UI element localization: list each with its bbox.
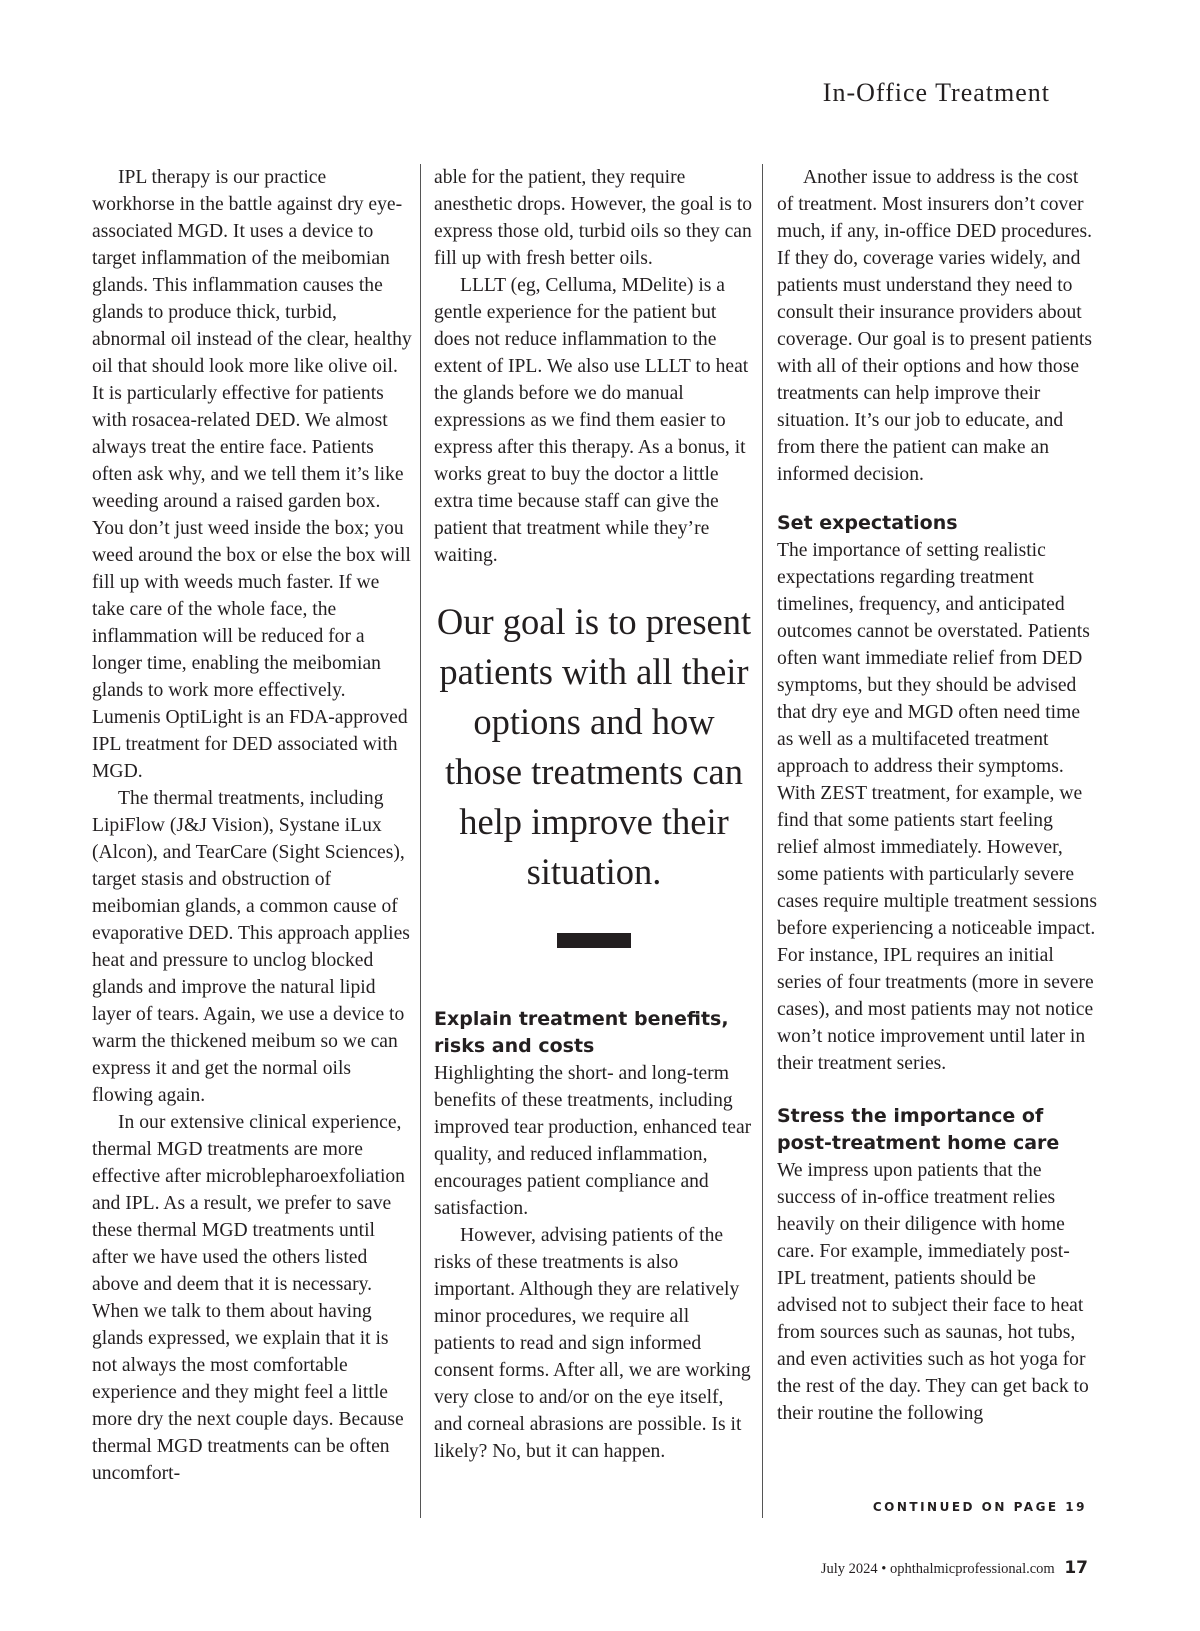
body-paragraph: The importance of setting realistic expectations regarding treatment timelines, frequency, and anticipated outcomes cannot be overstated. Patients often want immediate relief from DED symptoms, but they should be advised that dry eye and MGD often need time as well as a multifaceted treatment approach to address their symptoms. With ZEST treatment, for example, we find that some patients start feeling relief almost immediately. However, some patients with particularly severe cases require multiple treatment sessions before experiencing a noticeable impact. For instance, IPL requires an initial series of four treatments (more in severe cases), and most patients may not notice won’t notice improvement until later in their treatment series. — [777, 540, 1097, 1074]
body-paragraph: Another issue to address is the cost of treatment. Most insurers don’t cover much, if any, in-office DED procedures. If they do, coverage varies widely, and patients must understand they need to consult their insurance providers about coverage. Our goal is to present patients with all of their options and how those treatments can help improve their situation. It’s our job to educate, and from there the patient can make an informed decision. — [777, 167, 1093, 485]
page-number: 17 — [1064, 1558, 1088, 1578]
section-heading: Explain treatment benefits, risks and costs — [434, 1008, 729, 1057]
column-divider — [762, 164, 763, 1518]
pull-quote: Our goal is to present patients with all their options and how those treatments can help improve their situation. — [436, 601, 752, 892]
continued-label: CONTINUED ON PAGE 19 — [872, 1500, 1087, 1514]
pull-quote-bar — [557, 933, 631, 948]
column-3 — [777, 164, 1097, 1427]
section-title: In-Office Treatment — [822, 78, 1050, 107]
section-heading: Stress the importance of post-treatment home care — [777, 1105, 1060, 1154]
body-paragraph: However, advising patients of the risks of these treatments is also important. Although they are relatively minor procedures, we require all patients to read and sign informed consent forms. After all, we are working very close to and/or on the eye itself, and corneal abrasions are possible. Is it likely? No, but it can happen. — [434, 1225, 751, 1462]
body-paragraph: We impress upon patients that the success of in-office treatment relies heavily on their diligence with home care. For example, immediately post-IPL treatment, patients should be advised not to subject their face to heat from sources such as saunas, hot tubs, and even activities such as hot yoga for the rest of the day. They can get back to their routine the following — [777, 1160, 1089, 1424]
issue-date: July 2024 — [820, 1561, 878, 1577]
section-heading: Set expectations — [777, 512, 958, 534]
column-divider — [420, 164, 421, 1518]
website-link[interactable]: ophthalmicprofessional.com — [890, 1561, 1055, 1577]
body-paragraph: able for the patient, they require anesthetic drops. However, the goal is to express those old, turbid oils so they can fill up with fresh better oils. — [434, 167, 753, 269]
body-paragraph: The thermal treatments, including LipiFlow (J&J Vision), Systane iLux (Alcon), and TearCare (Sight Sciences), target stasis and obstruction of meibomian glands, a common cause of evaporative DED. This approach applies heat and pressure to unclog blocked glands and improve the natural lipid layer of tears. Again, we use a device to warm the thickened meibum so we can express it and get the normal oils flowing again. — [92, 788, 410, 1106]
page-footer — [650, 1558, 1088, 1578]
body-paragraph: Highlighting the short- and long-term benefits of these treatments, including improved tear production, enhanced tear quality, and reduced inflammation, encourages patient compliance and satisfaction. — [434, 1063, 752, 1219]
body-paragraph: In our extensive clinical experience, thermal MGD treatments are more effective after microblepharoexfoliation and IPL. As a result, we prefer to save these thermal MGD treatments until after we have used the others listed above and deem that it is necessary. When we talk to them about having glands expressed, we explain that it is not always the most comfortable experience and they might feel a little more dry the next couple days. Because thermal MGD treatments can be often uncomfort- — [92, 1112, 405, 1484]
body-paragraph: IPL therapy is our practice workhorse in the battle against dry eye-associated MGD. It uses a device to target inflammation of the meibomian glands. This inflammation causes the glands to produce thick, turbid, abnormal oil instead of the clear, healthy oil that should look more like olive oil. It is particularly effective for patients with rosacea-related DED. We almost always treat the entire face. Patients often ask why, and we tell them it’s like weeding around a raised garden box. You don’t just weed inside the box; you weed around the box or else the box will fill up with weeds much faster. If we take care of the whole face, the inflammation will be reduced for a longer time, enabling the meibomian glands to work more effectively. Lumenis OptiLight is an FDA-approved IPL treatment for DED associated with MGD. — [92, 167, 412, 782]
footer-separator: • — [881, 1561, 887, 1577]
column-1 — [92, 164, 412, 1487]
body-paragraph: LLLT (eg, Celluma, MDelite) is a gentle experience for the patient but does not reduce inflammation to the extent of IPL. We also use LLLT to heat the glands before we do manual expressions as we find them easier to express after this therapy. As a bonus, it works great to buy the doctor a little extra time because staff can give the patient that treatment while they’re waiting. — [434, 275, 749, 566]
column-2 — [434, 164, 754, 1465]
